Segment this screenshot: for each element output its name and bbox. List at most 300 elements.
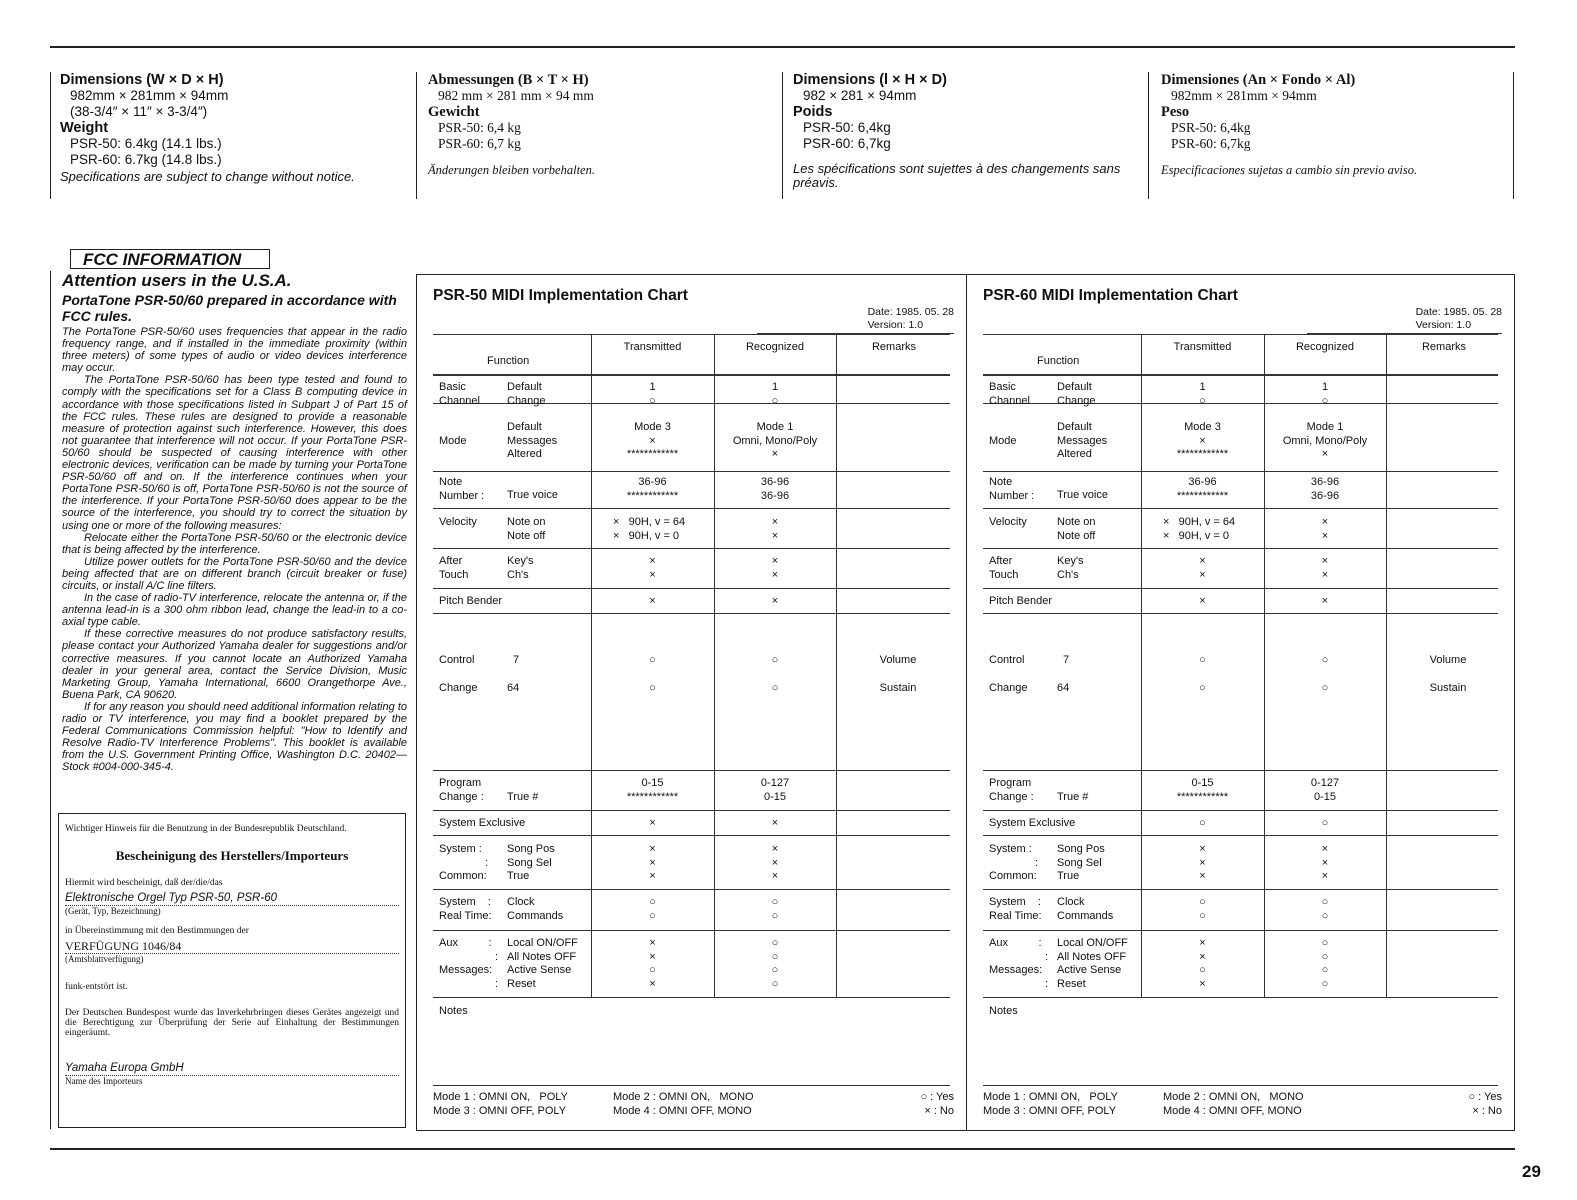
cell-text: Mode 1 (1306, 421, 1344, 433)
program-recognized (714, 777, 836, 804)
cell-text: 0-15 (1313, 790, 1337, 803)
row-basic-label (989, 381, 1030, 408)
cell-text: System : (439, 896, 491, 908)
cell-text: Local ON/OFF (507, 937, 578, 949)
cell-text: ○ (771, 977, 779, 990)
post-text: Der Deutschen Bundespost wurde das Inverkehrbringen dieses Gerätes angezeigt und die Berechtigung zur Überprüfung der Serie auf Einhaltung der Bestimmungen eingeräumt. (65, 1008, 399, 1038)
spec-german (428, 72, 778, 178)
pitch-recognized: × (771, 595, 779, 607)
cell-text: Song Sel (1057, 856, 1102, 869)
row-rule (983, 588, 1498, 589)
cell-text: Note off (1057, 529, 1096, 542)
row-rule (433, 613, 950, 614)
fcc-subheading: PortaTone PSR-50/60 prepared in accordance with FCC rules. (62, 292, 397, 324)
control-transmitted-64: ○ (1199, 682, 1206, 694)
column-divider (1148, 72, 1149, 199)
cell-text: Messages: (989, 964, 1043, 976)
row-program-sub: True # (507, 791, 539, 803)
row-rule (433, 548, 950, 549)
cell-text: × (771, 448, 779, 460)
chart-date-text: Date: 1985. 05. 28 (867, 306, 954, 318)
cell-text: Note on (1057, 516, 1096, 528)
row-basic-sub (1057, 381, 1096, 408)
cell-text: Aux : (989, 937, 1042, 949)
row-rule (433, 588, 950, 589)
control-transmitted-7: ○ (649, 654, 656, 666)
dimensions-value: 982 mm × 281 mm × 94 mm (438, 88, 594, 103)
fcc-title-box: FCC INFORMATION (70, 249, 270, 269)
row-aftertouch-label (989, 555, 1018, 582)
cell-text: System : (989, 843, 1032, 855)
chart-title: PSR-50 MIDI Implementation Chart (433, 287, 688, 304)
cell-text: × (1199, 977, 1206, 990)
cell-text: × (1199, 950, 1206, 963)
basic-recognized (1264, 381, 1386, 408)
cell-text: : (1045, 977, 1049, 990)
cell-text: ○ (1199, 909, 1206, 922)
cell-text: Aux : (439, 937, 492, 949)
cell-text: Mode 1 : OMNI ON, POLY (433, 1091, 568, 1103)
cell-text: ************ (1176, 790, 1229, 803)
row-rule (433, 835, 950, 836)
cell-text: Song Pos (1057, 843, 1105, 855)
row-rule (433, 1085, 950, 1086)
fcc-paragraph: In the case of radio-TV interference, relocate the antenna or, if the antenna lead-in is a 300 ohm ribbon lead, change the lead-in to a co-axial type cable. (62, 592, 407, 629)
cell-text: × (1199, 555, 1206, 567)
cell-text: ○ (1321, 937, 1329, 949)
dimensions-heading: Dimensiones (An × Fondo × Al) (1161, 72, 1356, 88)
cell-text: : (1045, 950, 1049, 963)
row-velocity-label: Velocity (989, 516, 1027, 528)
cell-text: Touch (439, 568, 469, 581)
cell-text: ○ (1321, 909, 1329, 922)
cell-text: × : No (924, 1104, 954, 1117)
cell-text: 0-15 (641, 777, 664, 789)
weight-heading: Poids (793, 104, 833, 120)
row-aux-sub (507, 937, 578, 991)
aftertouch-recognized (714, 555, 836, 582)
fcc-paragraph: If these corrective measures do not produce satisfactory results, please contact your Authorized Yamaha dealer for suggestions and/or corrective measures. If you cannot locate an Authorized Yamaha dealer in your general area, contact the Service Division, Music Marketing Group, Yamaha International, 6600 Orangethorpe Ave., Buena Park, CA 90620. (62, 628, 407, 701)
cell-text: Clock (507, 896, 535, 908)
midi-chart-psr60 (966, 274, 1515, 1131)
row-program-label (439, 777, 484, 804)
row-rule (983, 810, 1498, 811)
row-rule (983, 508, 1498, 509)
cell-text: × (1321, 843, 1329, 855)
dimensions-inches: (38-3/4″ × 11″ × 3-3/4″) (70, 104, 208, 119)
cell-text: Change : (989, 790, 1034, 803)
row-rule (983, 1085, 1498, 1086)
cell-text: × (1321, 568, 1329, 581)
row-mode-sub (507, 421, 557, 462)
cell-text: ○ (771, 896, 779, 908)
cell-text: Common: (989, 870, 1037, 882)
cell-text: Touch (989, 568, 1019, 581)
cell-text: Change : (439, 790, 484, 803)
cell-text: Change (507, 394, 546, 407)
cell-text: Number : (439, 489, 485, 502)
cell-text: ************ (1176, 448, 1229, 460)
cell-text: × (649, 568, 656, 581)
row-common-label (439, 843, 488, 884)
fcc-paragraph: The PortaTone PSR-50/60 has been type tested and found to comply with the specifications set for a Class B computing device in accordance with those specifications listed in Subpart J of Part 15 of the FCC rules. These rules are designed to provide a reasonable measure of protection against such interference. However, this does not guarantee that interference will not occur. If your PortaTone PSR-50/60 should be suspected of causing interference with other electronic devices, verification can be made by turning your PortaTone PSR-50/60 off and on. If the interference continues when your PortaTone PSR-50/60 is off, PortaTone PSR-50/60 is not the source of the interference. If your PortaTone PSR-50/60 does appear to be the source of the interference, you should try to correct the situation by using one or more of the following measures: (62, 374, 407, 532)
suppressed-text: funk-entstört ist. (65, 982, 128, 992)
row-pitch-label: Pitch Bender (989, 595, 1052, 607)
weight-psr50: PSR-50: 6,4kg (1171, 120, 1251, 135)
control-remark-volume: Volume (1429, 654, 1467, 666)
cell-text: × (1321, 870, 1329, 882)
cell-text: × (649, 977, 656, 990)
midi-chart-psr50 (416, 274, 967, 1131)
cell-text: Commands (507, 909, 564, 922)
mode-recognized (1264, 421, 1386, 462)
aftertouch-transmitted (1141, 555, 1264, 582)
row-aftertouch-label (439, 555, 468, 582)
spec-spanish (1161, 72, 1506, 178)
aux-recognized (1264, 937, 1386, 991)
footer-modes-2-4 (1163, 1091, 1304, 1118)
note-recognized (1264, 476, 1386, 503)
row-mode-label: Mode (989, 435, 1017, 447)
cell-text: Clock (1057, 896, 1085, 908)
header-top-rule (983, 334, 1498, 335)
cell-text: Default (507, 381, 542, 393)
cell-text: : (1035, 856, 1039, 869)
weight-psr60: PSR-60: 6,7 kg (438, 136, 521, 151)
cell-text: × (1321, 555, 1329, 567)
fcc-paragraph: If for any reason you should need additional information relating to radio or TV interference, you may find a booklet prepared by the Federal Communications Commission helpful: "How to Identify and Resolve Radio-TV Interference Problems". This booklet is available from the U.S. Government Printing Office, Washington D.C. 20402—Stock #004-000-345-4. (62, 700, 407, 774)
cell-text: ************ (1176, 489, 1229, 502)
row-velocity-sub (507, 516, 546, 543)
row-rule (983, 997, 1498, 998)
cell-text: × (1321, 856, 1329, 869)
pitch-recognized: × (1321, 595, 1329, 607)
chart-date (1416, 306, 1502, 332)
control-remark-sustain: Sustain (879, 682, 917, 694)
row-control-label: Control (989, 654, 1025, 666)
header-recognized: Recognized (1295, 341, 1355, 353)
cell-text: : (485, 856, 489, 869)
cell-text: System : (439, 843, 482, 855)
cell-text: Mode 4 : OMNI OFF, MONO (1163, 1104, 1302, 1117)
control-number-64: 64 (1057, 682, 1070, 694)
cell-text: Channel (989, 394, 1030, 407)
cell-text: ○ (771, 394, 779, 407)
row-aftertouch-sub (507, 555, 534, 582)
cell-text: Default (1057, 381, 1092, 393)
cell-text: ○ (771, 937, 779, 949)
header-top-rule (433, 334, 950, 335)
cell-text: Mode 4 : OMNI OFF, MONO (613, 1104, 752, 1117)
row-note-sub: True voice (507, 489, 558, 501)
cell-text: × (771, 568, 779, 581)
cell-text: ○ (1321, 394, 1329, 407)
row-rule (433, 930, 950, 931)
cell-text: × (1199, 870, 1206, 882)
row-realtime-label (439, 896, 492, 923)
row-rule (983, 548, 1498, 549)
cell-text: True (1057, 870, 1080, 882)
sysex-recognized: ○ (1321, 817, 1329, 829)
cell-text: × (649, 434, 656, 447)
realtime-recognized (714, 896, 836, 923)
row-common-sub (507, 843, 555, 884)
row-realtime-label (989, 896, 1042, 923)
dimensions-heading: Abmessungen (B × T × H) (428, 72, 589, 88)
header-remarks: Remarks (871, 341, 916, 353)
row-velocity-label: Velocity (439, 516, 477, 528)
cell-text: Local ON/OFF (1057, 937, 1128, 949)
header-function: Function (1037, 355, 1080, 367)
row-rule (433, 889, 950, 890)
cell-text: 36-96 (760, 476, 790, 488)
cell-text: 0-127 (760, 777, 790, 789)
column-divider (416, 72, 417, 199)
velocity-transmitted (613, 516, 685, 543)
cell-text: Messages (1057, 434, 1108, 447)
mode-transmitted (591, 421, 714, 462)
program-recognized (1264, 777, 1386, 804)
row-control-label2: Change (439, 682, 478, 694)
cell-text: ○ (1321, 896, 1329, 908)
header-bottom-rule (983, 374, 1498, 376)
cell-text: Basic (989, 381, 1016, 393)
cell-text: Change (1057, 394, 1096, 407)
cell-text: × (771, 870, 779, 882)
weight-psr60: PSR-60: 6,7kg (1171, 136, 1251, 151)
cell-text: × 90H, v = 0 (613, 529, 680, 542)
cell-text: ○ (649, 964, 656, 976)
row-rule (983, 930, 1498, 931)
cell-text: × (771, 516, 779, 528)
regulation-caption: (Amtsblattverfügung) (65, 954, 144, 964)
cell-text: : (495, 977, 499, 990)
cell-text: ************ (626, 448, 679, 460)
sysex-transmitted: ○ (1199, 817, 1206, 829)
dimensions-value: 982 × 281 × 94mm (803, 88, 917, 103)
row-mode-sub (1057, 421, 1107, 462)
importer-name: Yamaha Europa GmbH (65, 1062, 399, 1076)
cell-text: × (649, 937, 656, 949)
row-notes-label: Notes (439, 1005, 468, 1017)
device-caption: (Gerät, Typ, Bezeichnung) (65, 906, 161, 916)
cell-text: Omni, Mono/Poly (732, 434, 818, 447)
cell-text: After (989, 555, 1013, 567)
cell-text: Mode 2 : OMNI ON, MONO (613, 1091, 754, 1103)
realtime-transmitted (591, 896, 714, 923)
cell-text: ○ (771, 909, 779, 922)
row-note-label (439, 476, 484, 503)
cell-text: × (649, 950, 656, 963)
row-notes-label: Notes (989, 1005, 1018, 1017)
row-common-sub (1057, 843, 1105, 884)
cell-text: × (649, 843, 656, 855)
cell-text: × (649, 870, 656, 882)
cell-text: Common: (439, 870, 487, 882)
cell-text: Channel (439, 394, 480, 407)
cell-text: ○ : Yes (920, 1091, 954, 1103)
sysex-transmitted: × (649, 817, 656, 829)
velocity-recognized (714, 516, 836, 543)
basic-transmitted (1141, 381, 1264, 408)
regulation-name: VERFÜGUNG 1046/84 (65, 940, 399, 954)
note-recognized (714, 476, 836, 503)
control-transmitted-64: ○ (649, 682, 656, 694)
control-remark-volume: Volume (879, 654, 917, 666)
cell-text: ○ (649, 909, 656, 922)
cell-text: 36-96 (638, 476, 667, 488)
cell-text: × (771, 529, 779, 542)
cell-text: Omni, Mono/Poly (1282, 434, 1368, 447)
control-recognized-64: ○ (1321, 682, 1329, 694)
row-basic-sub (507, 381, 546, 408)
cell-text: ○ (1199, 394, 1206, 407)
program-transmitted (591, 777, 714, 804)
cell-text: Mode 3 (634, 421, 671, 433)
dimensions-heading: Dimensions (W × D × H) (60, 72, 224, 88)
pitch-transmitted: × (649, 595, 656, 607)
control-transmitted-7: ○ (1199, 654, 1206, 666)
cell-text: ○ (1199, 964, 1206, 976)
cell-text: × (1199, 434, 1206, 447)
row-sysex-label: System Exclusive (989, 817, 1076, 829)
basic-transmitted (591, 381, 714, 408)
cell-text: × 90H, v = 64 (613, 516, 686, 528)
cell-text: Note off (507, 529, 546, 542)
mode-recognized (714, 421, 836, 462)
cell-text: True (507, 870, 530, 882)
row-rule (433, 471, 950, 472)
header-bottom-rule (433, 374, 950, 376)
row-control-label: Control (439, 654, 475, 666)
row-rule (433, 810, 950, 811)
row-rule (983, 613, 1498, 614)
cell-text: × 90H, v = 64 (1163, 516, 1236, 528)
cell-text: 36-96 (1310, 476, 1340, 488)
cell-text: 0-15 (1191, 777, 1214, 789)
aux-recognized (714, 937, 836, 991)
realtime-recognized (1264, 896, 1386, 923)
cell-text: Real Time: (439, 909, 492, 922)
cell-text: ○ (1199, 896, 1206, 908)
cell-text: 1 (1199, 381, 1206, 393)
cell-text: Active Sense (1057, 964, 1122, 976)
cell-text: Altered (1057, 448, 1092, 460)
row-aux-label (439, 937, 498, 991)
row-note-sub: True voice (1057, 489, 1108, 501)
velocity-recognized (1264, 516, 1386, 543)
velocity-transmitted (1163, 516, 1235, 543)
common-transmitted (1141, 843, 1264, 884)
cell-text: All Notes OFF (1057, 950, 1127, 963)
cell-text: 36-96 (1310, 489, 1340, 502)
chart-version-text: Version: 1.0 (867, 319, 924, 331)
row-rule (983, 471, 1498, 472)
aftertouch-transmitted (591, 555, 714, 582)
cell-text: × (1321, 516, 1329, 528)
cell-text: Ch's (1057, 568, 1079, 581)
cell-text: Messages: (439, 964, 493, 976)
cell-text: × (771, 843, 779, 855)
program-transmitted (1141, 777, 1264, 804)
fcc-heading: Attention users in the U.S.A. (62, 271, 292, 290)
header-recognized: Recognized (745, 341, 805, 353)
mode-transmitted (1141, 421, 1264, 462)
dimensions-heading: Dimensions (l × H × D) (793, 72, 947, 88)
control-remark-sustain: Sustain (1429, 682, 1467, 694)
spec-note: Änderungen bleiben vorbehalten. (428, 163, 595, 177)
cell-text: × : No (1472, 1104, 1502, 1117)
cell-text: Mode 2 : OMNI ON, MONO (1163, 1091, 1304, 1103)
weight-psr60: PSR-60: 6.7kg (14.8 lbs.) (70, 152, 222, 167)
cell-text: × (1199, 937, 1206, 949)
row-rule (983, 835, 1498, 836)
german-notice: Wichtiger Hinweis für die Benutzung in der Bundesrepublik Deutschland. (65, 824, 347, 834)
cell-text: All Notes OFF (507, 950, 577, 963)
cell-text: ○ (771, 950, 779, 963)
row-aux-sub (1057, 937, 1128, 991)
importer-caption: Name des Importeurs (65, 1076, 143, 1086)
cell-text: Mode 3 (1184, 421, 1221, 433)
control-recognized-7: ○ (1321, 654, 1329, 666)
cell-text: Note on (507, 516, 546, 528)
header-function: Function (487, 355, 530, 367)
row-rule (433, 508, 950, 509)
control-recognized-7: ○ (771, 654, 779, 666)
cell-text: : (495, 950, 499, 963)
footer-modes-1-3 (983, 1091, 1118, 1118)
cell-text: Note (439, 476, 463, 488)
control-number-7: 7 (513, 654, 520, 666)
note-transmitted (591, 476, 714, 503)
column-divider (1513, 72, 1514, 199)
cell-text: × (1321, 448, 1329, 460)
row-aftertouch-sub (1057, 555, 1084, 582)
aux-transmitted (591, 937, 714, 991)
row-program-label (989, 777, 1034, 804)
fcc-body (62, 326, 407, 773)
dimensions-value: 982mm × 281mm × 94mm (70, 88, 229, 103)
row-rule (433, 997, 950, 998)
cell-text: 1 (1321, 381, 1329, 393)
weight-psr50: PSR-50: 6,4 kg (438, 120, 521, 135)
top-rule (50, 46, 1515, 48)
bottom-rule (50, 1148, 1515, 1150)
cell-text: Program (439, 777, 482, 789)
aftertouch-recognized (1264, 555, 1386, 582)
cell-text: ○ (1321, 977, 1329, 990)
column-divider (782, 72, 783, 199)
cell-text: Mode 1 : OMNI ON, POLY (983, 1091, 1118, 1103)
cell-text: System : (989, 896, 1041, 908)
cell-text: Messages (507, 434, 558, 447)
row-common-label (989, 843, 1038, 884)
device-name: Elektronische Orgel Typ PSR-50, PSR-60 (65, 892, 399, 906)
cell-text: ○ : Yes (1468, 1091, 1502, 1103)
row-program-sub: True # (1057, 791, 1089, 803)
page-number: 29 (1522, 1162, 1541, 1181)
cell-text: × 90H, v = 0 (1163, 529, 1230, 542)
accord-text: in Übereinstimmung mit den Bestimmungen der (65, 926, 249, 936)
cell-text: × (1199, 856, 1206, 869)
cell-text: Reset (507, 977, 536, 990)
common-recognized (714, 843, 836, 884)
cell-text: ○ (1321, 950, 1329, 963)
chart-date (868, 306, 954, 332)
weight-psr60: PSR-60: 6,7kg (803, 136, 891, 151)
common-transmitted (591, 843, 714, 884)
weight-psr50: PSR-50: 6,4kg (803, 120, 891, 135)
